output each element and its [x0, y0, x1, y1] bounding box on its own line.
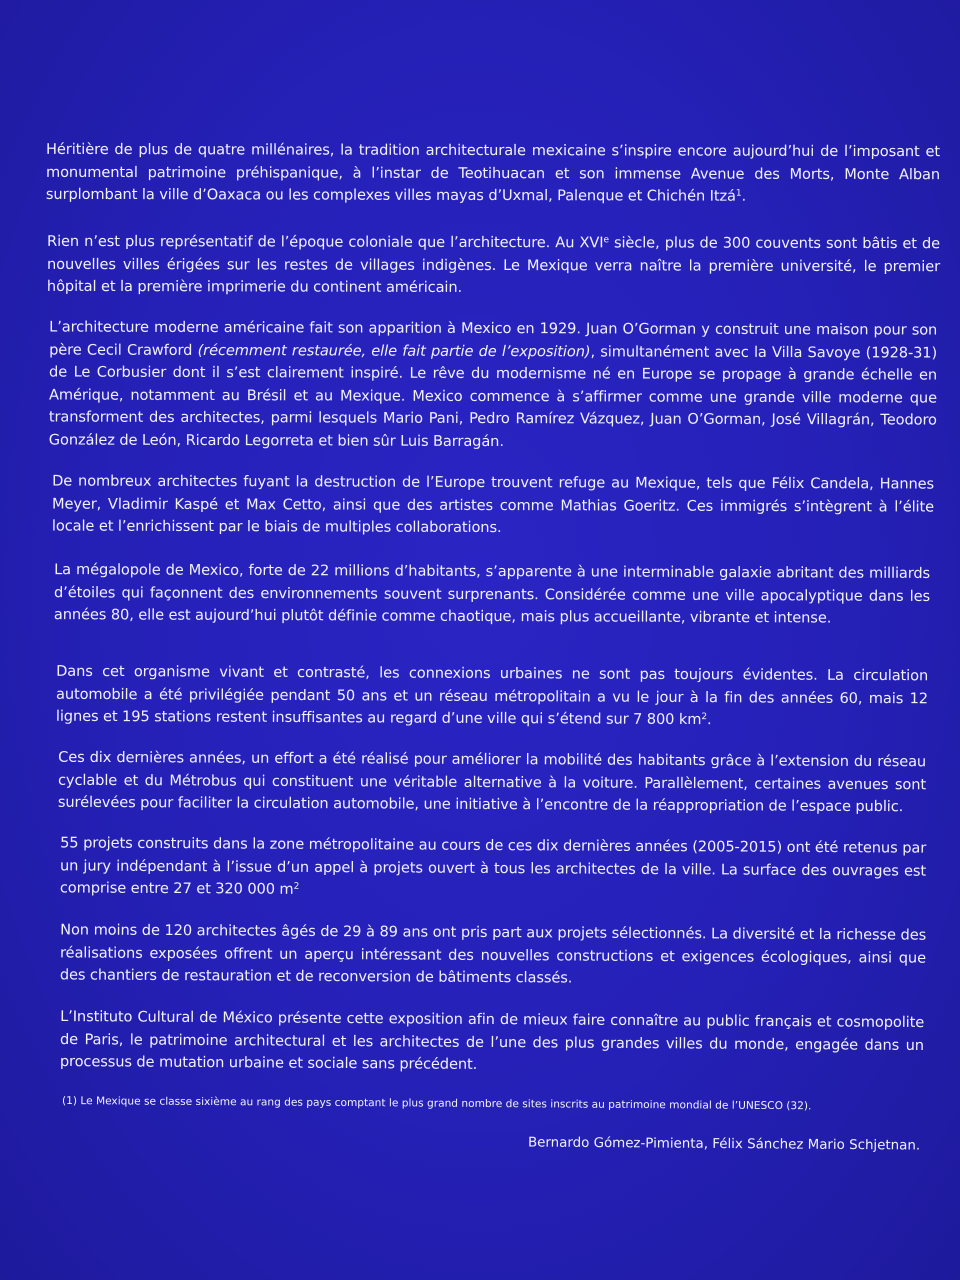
text-run: Ces dix dernières années, un effort a été réalisé pour améliorer la mobilité des habitants grâce à l’extension du réseau cyclable et du Métrobus qui constituent une véritable alternative à la voiture. Parallèlement, certaines avenues sont surélevées pour faciliter la circulation automobile, une initiative à l’encontre de la réappropriation de l’espace public. — [57, 748, 927, 816]
paragraph-colonial-era — [47, 231, 940, 301]
text-run: Rien n’est plus représentatif de l’époque coloniale que l’architecture. Au XVI — [47, 232, 604, 252]
text-run: , simultanément avec la Villa Savoye (1928-31) de Le Corbusier dont il s’est clairement inspiré. Le rêve du modernisme né en Europe se propage à grande échelle en Amérique, notamment au Brésil et au Mexique. Mexico commence à s’affirmer comme une grande ville moderne que transforment des architectes, parmi lesquels Mario Pani, Pedro Ramírez Vázquez, Juan O’Gorman, José Villagrán, Teodoro González de León, Ricardo Legorreta et bien sûr Luis Barragán. — [48, 342, 938, 450]
paragraph-architects-count — [60, 919, 926, 992]
footnote: (1) Le Mexique se classe sixième au rang des pays comptant le plus grand nombre de sites inscrits au patrimoine mondial de l’UNESCO (32). — [61, 1094, 812, 1113]
superscript: e — [603, 235, 609, 246]
text-run: Dans cet organisme vivant et contrasté, les connexions urbaines ne sont pas toujours évidentes. La circulation automobile a été privilégiée pendant 50 ans et un réseau métropolitain a vu le jour à la fin des années 60, mais 12 lignes et 195 stations restent insuffisantes au regard d’une ville qui s’étend sur 7 800 km — [55, 662, 929, 729]
text-run: . — [741, 187, 747, 205]
text-run: Héritière de plus de quatre millénaires, la tradition architecturale mexicaine s’inspire encore aujourd’hui de l’imposant et monumental patrimoine préhispanique, à l’instar de Teotihuacan et son immense Avenue des Morts, Monte Alban surplombant la ville d’Oaxaca ou les complexes villes mayas d’Uxmal, Palenque et Chichén Itzá — [45, 140, 941, 205]
text-run: siècle, plus de 300 couvents sont bâtis et de nouvelles villes érigées sur les restes de villages indigènes. Le Mexique verra naître la première université, le premier hôpital et la première imprimerie du continent américain. — [46, 234, 941, 296]
text-run: Non moins de 120 architectes âgés de 29 à 89 ans ont pris part aux projets sélectionnés. La diversité et la richesse des réalisations exposées offrent un aperçu intéressant des nouvelles constructions et exigences écologiques, ainsi que des chantiers de restauration et de reconversion de bâtiments classés. — [59, 921, 927, 987]
paragraph-mobility — [58, 747, 926, 819]
paragraph-emigre-architects — [52, 470, 934, 541]
superscript: 2 — [701, 712, 708, 723]
paragraph-megalopolis — [54, 559, 930, 630]
paragraph-selected-projects — [60, 832, 926, 905]
text-run: De nombreux architectes fuyant la destruction de l’Europe trouvent refuge au Mexique, tels que Félix Candela, Hannes Meyer, Vladimir Kaspé et Max Cetto, ainsi que des artistes comme Mathias Goeritz. Ces immigrés s’intègrent à l’élite locale et l’enrichissent par le biais de multiples collaborations. — [51, 472, 935, 537]
text-run: . — [706, 711, 712, 729]
italic-note: (récemment restaurée, elle fait partie de l’exposition) — [197, 341, 591, 360]
superscript: 1 — [735, 188, 742, 199]
superscript: 2 — [293, 881, 300, 892]
paragraph-urban-connections — [56, 661, 928, 733]
paragraph-mexican-heritage — [46, 139, 940, 209]
text-run: La mégalopole de Mexico, forte de 22 millions d’habitants, s’apparente à une interminable galaxie abritant des milliards d’étoiles qui façonnent des environnements souvent surprenants. Considérée comme une ville apocalyptique dans les années 80, elle est aujourd’hui plutôt définie comme chaotique, mais plus accueillante, vibrante et intense. — [53, 561, 931, 627]
text-run: 55 projets construits dans la zone métropolitaine au cours de ces dix dernières années (2005-2015) ont été retenus par un jury indépendant à l’issue d’un appel à projets ouvert à tous les architectes de la ville. La surface des ouvrages est comprise entre 27 et 320 000 m — [59, 834, 927, 898]
text-run: L’Instituto Cultural de México présente cette exposition afin de mieux faire connaître au public français et cosmopolite de Paris, le patrimoine architectural et les architectes de l’une des plus grandes villes du monde, engagée dans un processus de mutation urbaine et sociale sans précédent. — [59, 1007, 925, 1073]
paragraph-modern-architecture — [49, 316, 937, 454]
signature-authors: Bernardo Gómez-Pimienta, Félix Sánchez Mario Schjetnan. — [527, 1135, 921, 1154]
paragraph-exhibition-purpose — [60, 1006, 924, 1080]
text-run: L’architecture moderne américaine fait son apparition à Mexico en 1929. Juan O’Gorman y construit une maison pour son père Cecil Crawford — [49, 318, 938, 359]
